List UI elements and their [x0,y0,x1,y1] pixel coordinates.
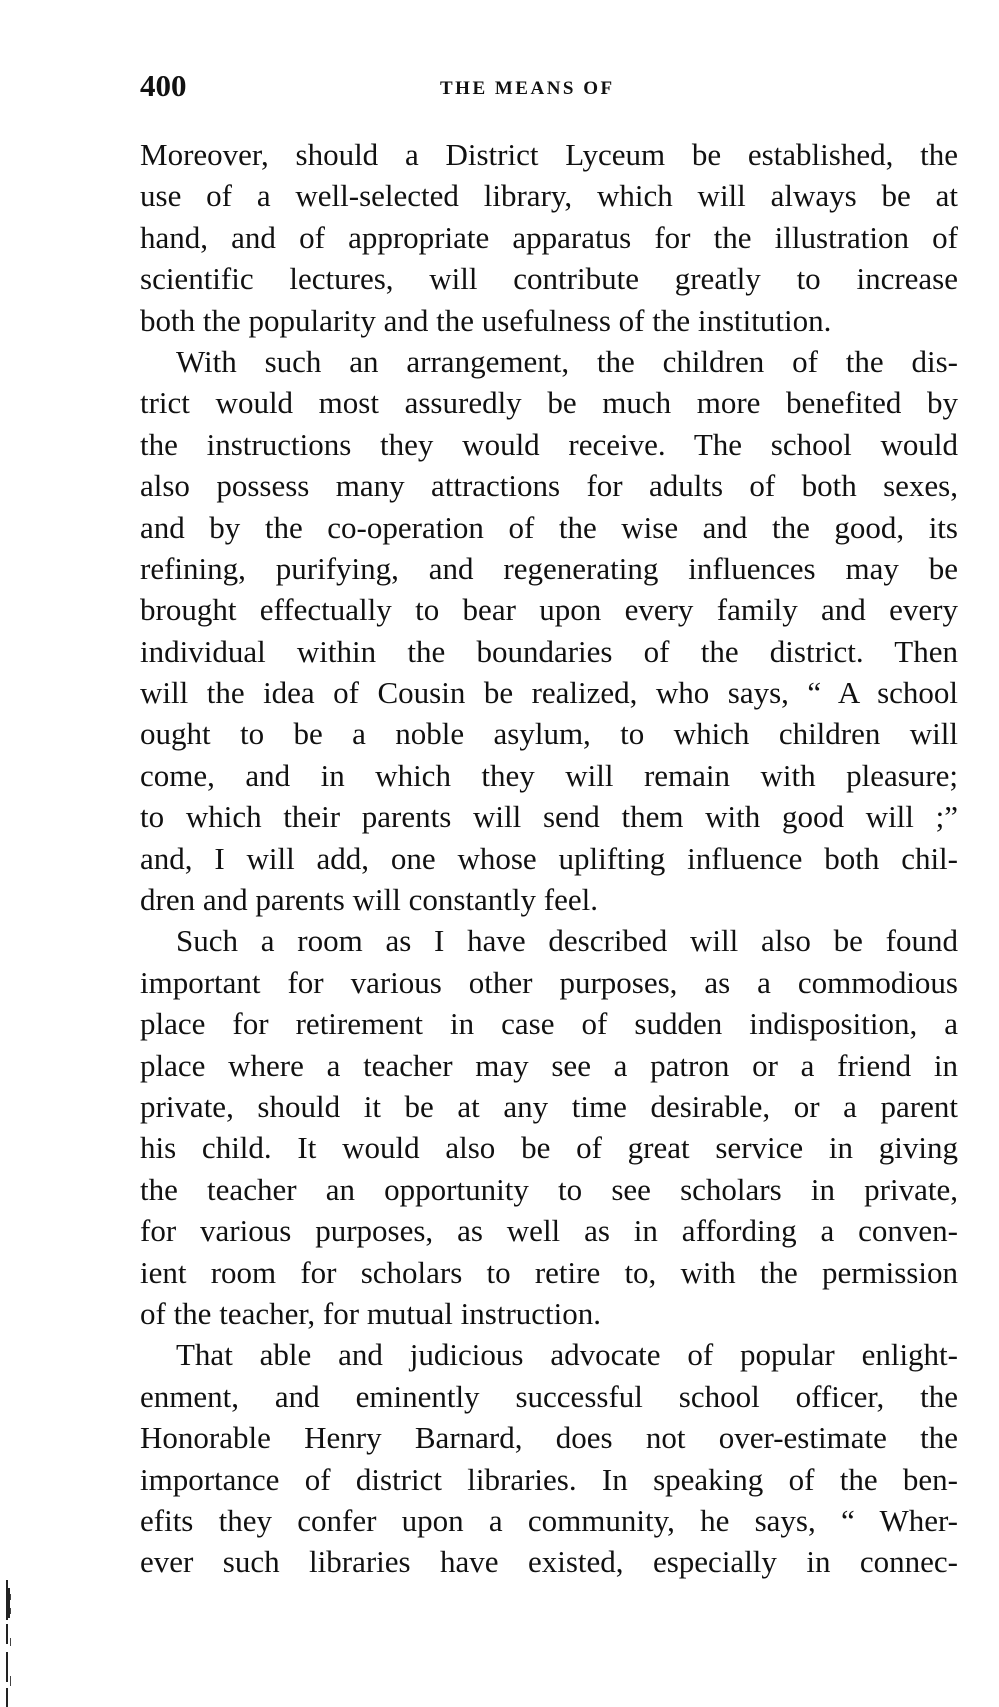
text-line: place for retirement in case of sudden indisposition, a [140,1006,958,1042]
paragraph [140,341,958,920]
scan-edge-marks [0,1580,20,1707]
text-line: importance of district libraries. In speaking of the ben- [140,1461,958,1497]
text-line: dren and parents will constantly feel. [140,882,598,918]
text-line: That able and judicious advocate of popular enlight- [176,1337,958,1373]
text-line: hand, and of appropriate apparatus for the illustration of [140,219,958,255]
text-line: to which their parents will send them with good will ;” [140,799,958,835]
paragraph [140,1334,958,1582]
text-line: the instructions they would receive. The school would [140,426,958,462]
text-line: come, and in which they will remain with pleasure; [140,757,958,793]
text-line: trict would most assuredly be much more benefited by [140,385,958,421]
text-line: Honorable Henry Barnard, does not over-estimate the [140,1420,958,1456]
text-line: efits they confer upon a community, he says, “ Wher- [140,1502,958,1538]
text-line: for various purposes, as well as in affording a conven- [140,1213,958,1249]
text-line: brought effectually to bear upon every family and every [140,592,958,628]
body-text [140,134,958,1583]
text-line: Moreover, should a District Lyceum be established, the [140,137,958,172]
page-number: 400 [140,68,187,103]
text-line: refining, purifying, and regenerating influences may be [140,550,958,586]
text-line: private, should it be at any time desirable, or a parent [140,1088,958,1124]
page-header [140,68,958,108]
text-line: and, I will add, one whose uplifting influence both chil- [140,840,958,876]
text-line: enment, and eminently successful school officer, the [140,1378,958,1414]
text-line: use of a well-selected library, which will always be at [140,178,958,214]
text-line: scientific lectures, will contribute greatly to increase [140,261,958,297]
text-line: ever such libraries have existed, especially in connec- [140,1544,958,1580]
text-line: ought to be a noble asylum, to which children will [140,716,958,752]
text-line: With such an arrangement, the children of the dis- [176,343,958,379]
text-line: both the popularity and the usefulness of the institution. [140,302,832,338]
running-title: THE MEANS OF [440,78,615,99]
paragraph [140,134,958,341]
text-line: the teacher an opportunity to see scholars in private, [140,1171,958,1207]
text-line: ient room for scholars to retire to, with the permission [140,1254,958,1290]
text-line: place where a teacher may see a patron or a friend in [140,1047,958,1083]
text-line: his child. It would also be of great service in giving [140,1130,958,1166]
text-line: individual within the boundaries of the district. Then [140,633,958,669]
text-line: also possess many attractions for adults of both sexes, [140,468,958,504]
text-line: of the teacher, for mutual instruction. [140,1295,602,1331]
paragraph [140,920,958,1334]
text-line: important for various other purposes, as a commodious [140,964,958,1000]
text-line: will the idea of Cousin be realized, who says, “ A school [140,675,958,711]
text-line: Such a room as I have described will also be found [176,923,958,959]
text-line: and by the co-operation of the wise and the good, its [140,509,958,545]
